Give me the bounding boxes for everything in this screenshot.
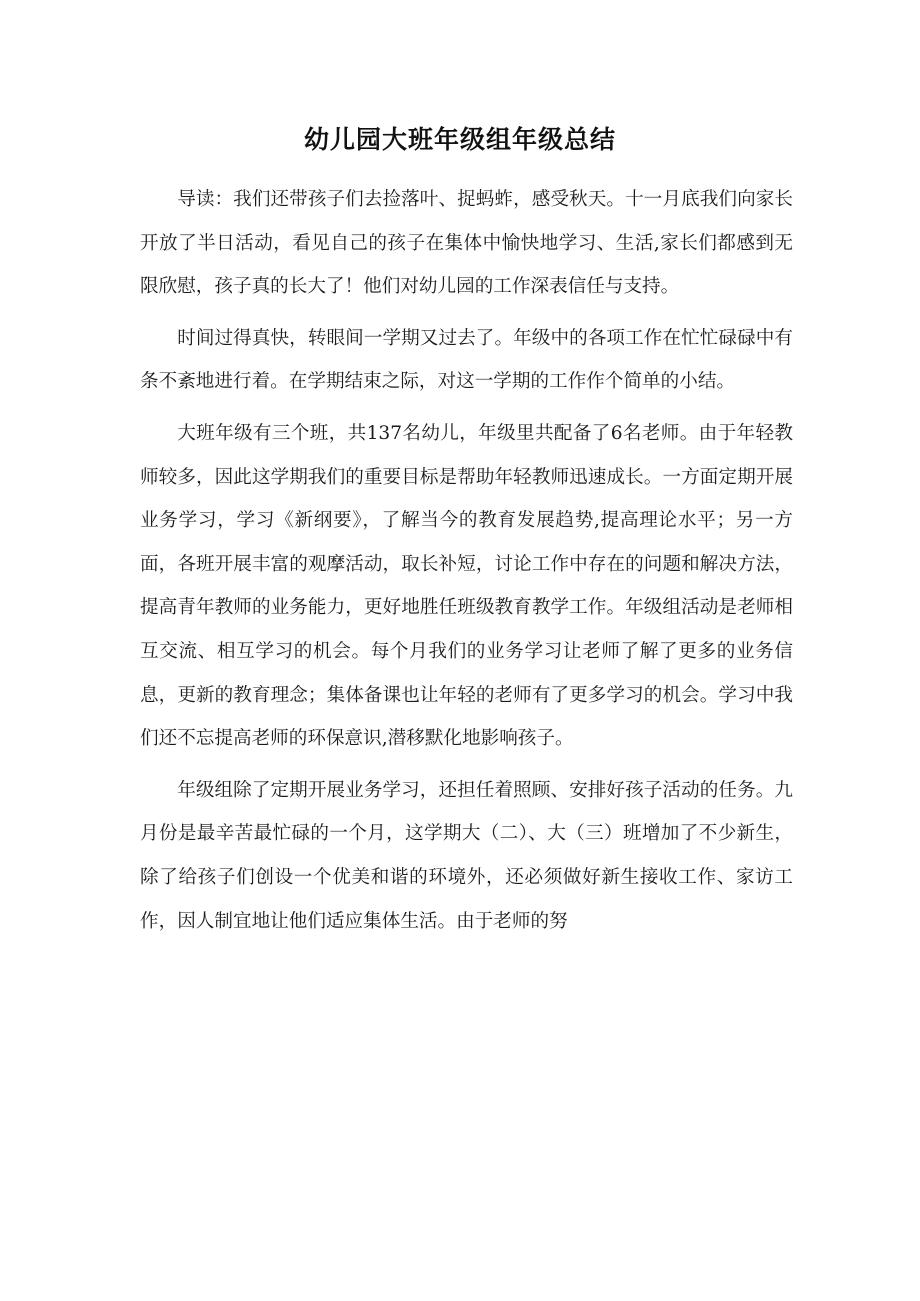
paragraph-teacher-training: 大班年级有三个班，共137名幼儿，年级里共配备了6名老师。由于年轻教师较多，因此这学期我们的重要目标是帮助年轻教师迅速成长。一方面定期开展业务学习，学习《新纲要》，了解当今的教育发展趋势,提高理论水平；另一方面，各班开展丰富的观摩活动，取长补短，讨论工作中存在的问题和解决方法，提高青年教师的业务能力，更好地胜任班级教育教学工作。年级组活动是老师相互交流、相互学习的机会。每个月我们的业务学习让老师了解了更多的业务信息，更新的教育理念；集体备课也让年轻的老师有了更多学习的机会。学习中我们还不忘提高老师的环保意识,潜移默化地影响孩子。 xyxy=(140,422,793,750)
paragraph-intro: 导读：我们还带孩子们去捡落叶、捉蚂蚱，感受秋天。十一月底我们向家长开放了半日活动，看见自己的孩子在集体中愉快地学习、生活,家长们都感到无限欣慰，孩子真的长大了！他们对幼儿园的工作深表信任与支持。 xyxy=(140,189,793,298)
document-title: 幼儿园大班年级组年级总结 xyxy=(303,125,616,154)
paragraph-child-activities: 年级组除了定期开展业务学习，还担任着照顾、安排好孩子活动的任务。九月份是最辛苦最忙碌的一个月，这学期大（二）、大（三）班增加了不少新生，除了给孩子们创设一个优美和谐的环境外，还必须做好新生接收工作、家访工作，因人制宜地让他们适应集体生活。由于老师的努 xyxy=(140,779,793,932)
document-body xyxy=(140,178,793,951)
paragraph-semester-summary: 时间过得真快，转眼间一学期又过去了。年级中的各项工作在忙忙碌碌中有条不紊地进行着。在学期结束之际，对这一学期的工作作个简单的小结。 xyxy=(140,327,793,393)
